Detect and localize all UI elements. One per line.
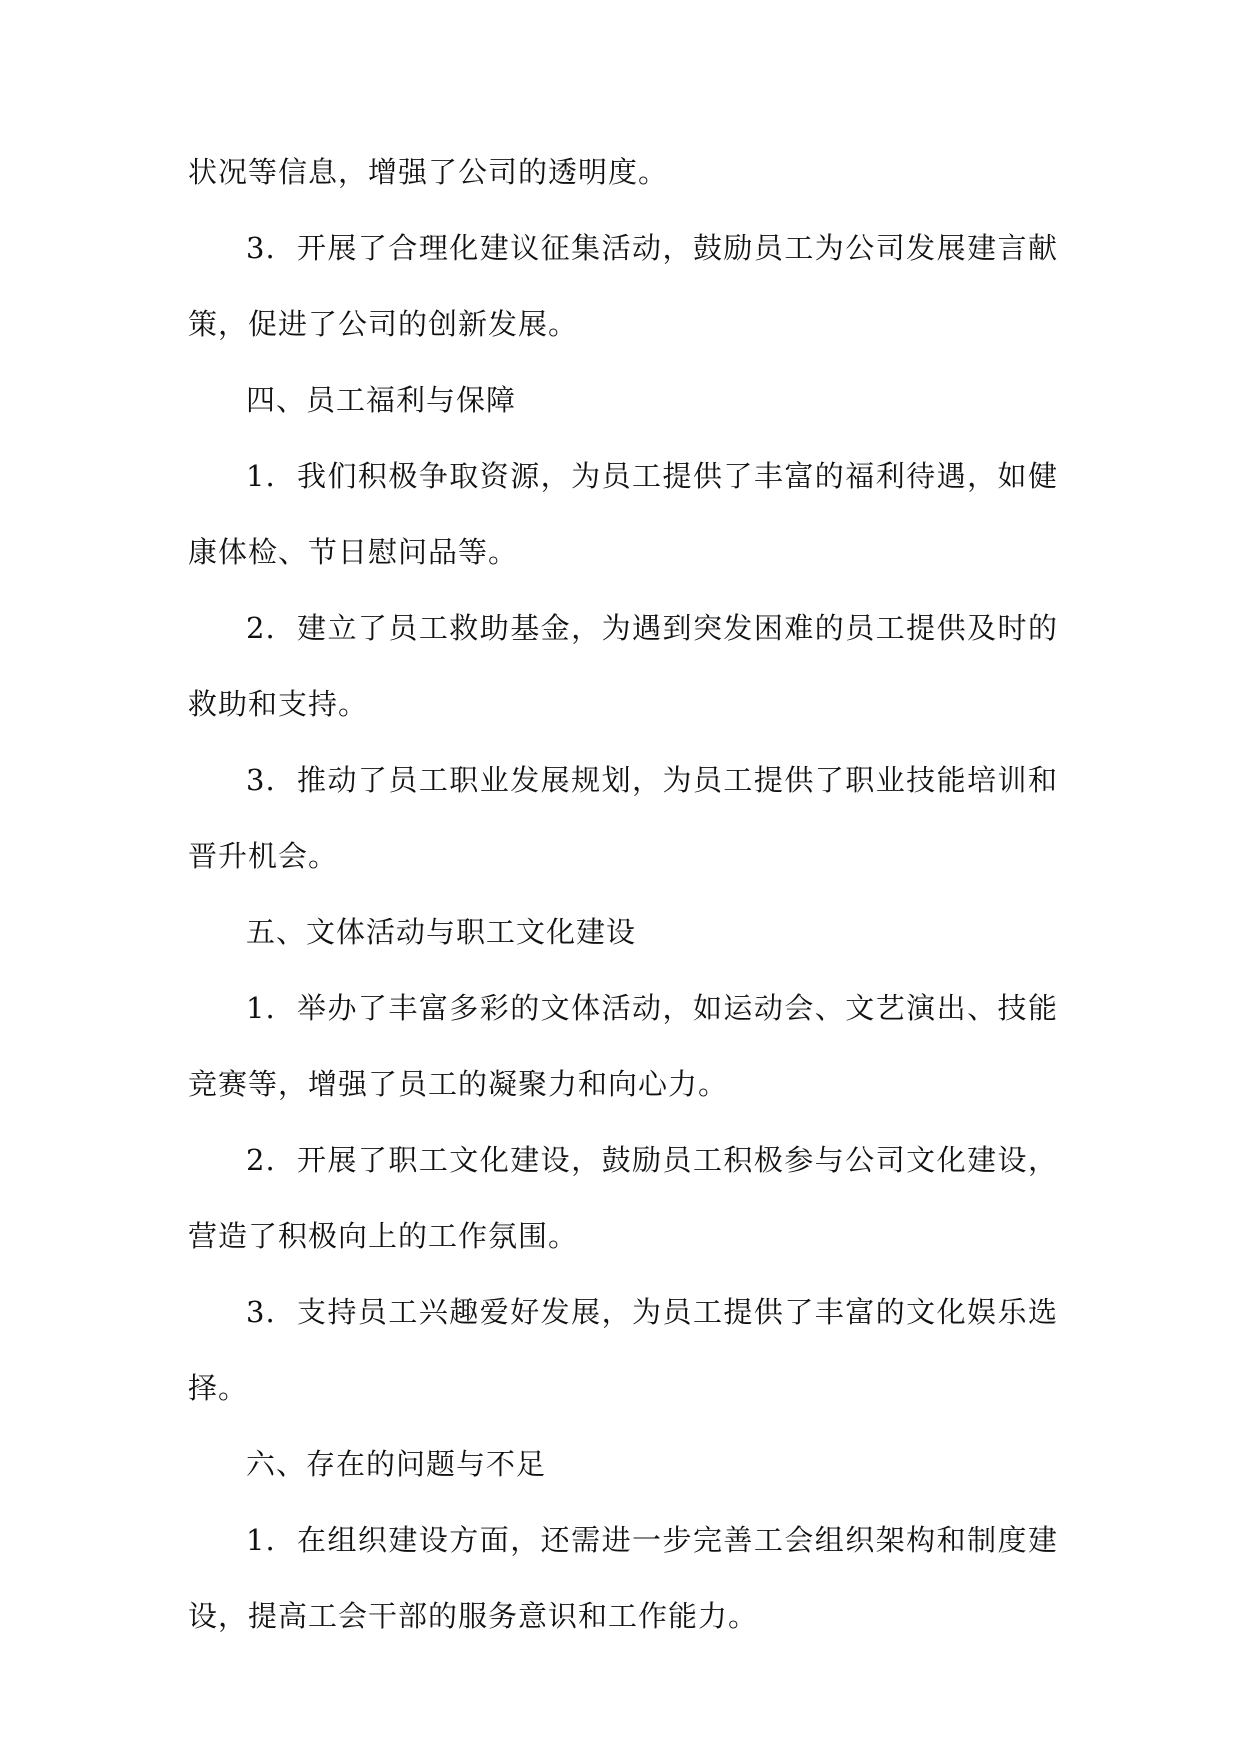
list-item-3: 3. 开展了合理化建议征集活动，鼓励员工为公司发展建言献策，促进了公司的创新发展。 xyxy=(188,231,1058,341)
continued-paragraph: 状况等信息，增强了公司的透明度。 xyxy=(188,155,669,189)
list-item-3: 3. 推动了员工职业发展规划，为员工提供了职业技能培训和晋升机会。 xyxy=(188,763,1058,873)
document-body xyxy=(188,0,1058,1654)
list-item-3: 3. 支持员工兴趣爱好发展，为员工提供了丰富的文化娱乐选择。 xyxy=(188,1295,1058,1405)
list-item-2: 2. 开展了职工文化建设，鼓励员工积极参与公司文化建设，营造了积极向上的工作氛围。 xyxy=(188,1143,1058,1253)
section-heading-5: 五、文体活动与职工文化建设 xyxy=(246,915,637,949)
section-heading-6: 六、存在的问题与不足 xyxy=(246,1447,547,1481)
list-item-1: 1. 举办了丰富多彩的文体活动，如运动会、文艺演出、技能竞赛等，增强了员工的凝聚力和向心力。 xyxy=(188,991,1058,1101)
list-item-1: 1. 在组织建设方面，还需进一步完善工会组织架构和制度建设，提高工会干部的服务意识和工作能力。 xyxy=(188,1523,1058,1633)
section-heading-4: 四、员工福利与保障 xyxy=(246,383,517,417)
list-item-1: 1. 我们积极争取资源，为员工提供了丰富的福利待遇，如健康体检、节日慰问品等。 xyxy=(188,459,1058,569)
list-item-2: 2. 建立了员工救助基金，为遇到突发困难的员工提供及时的救助和支持。 xyxy=(188,611,1058,721)
